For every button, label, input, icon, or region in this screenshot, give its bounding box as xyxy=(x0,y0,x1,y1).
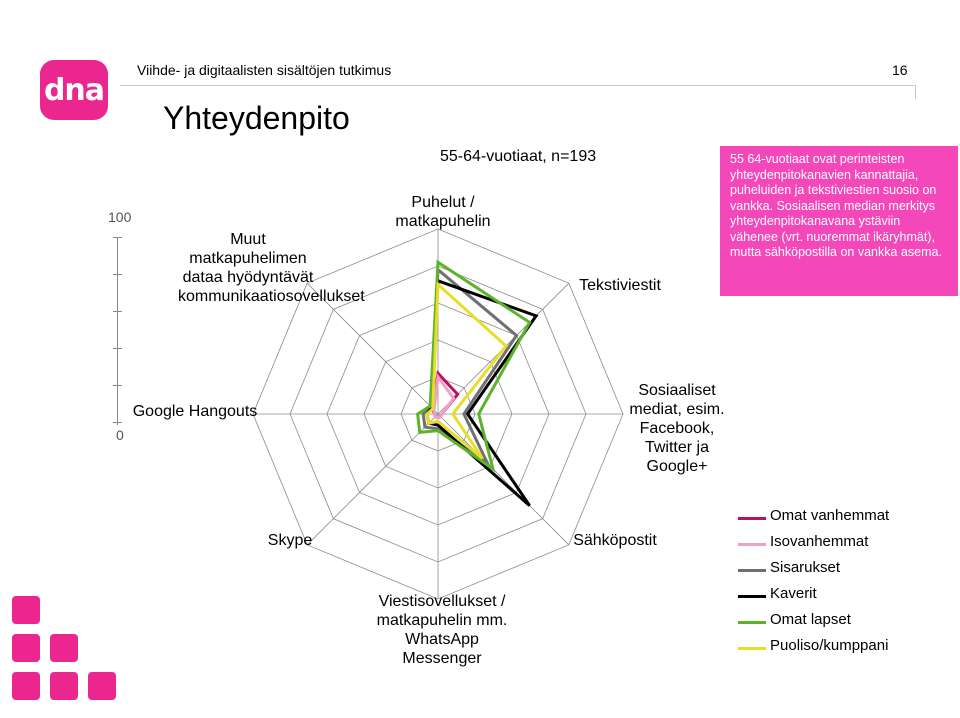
header-subtitle: Viihde- ja digitaalisten sisältöjen tutkimus xyxy=(137,62,392,78)
legend-swatch xyxy=(738,647,766,650)
legend-swatch xyxy=(738,517,766,520)
axis-label-muut-sovellukset: Muut matkapuhelimen dataa hyödyntävät kommunikaatiosovellukset xyxy=(178,231,365,305)
axis-label-sahkopostit: Sähköpostit xyxy=(573,532,657,549)
axis-label-google-hangouts: Google Hangouts xyxy=(132,403,258,420)
decorative-square xyxy=(12,634,40,662)
series-line-1 xyxy=(434,377,454,418)
legend-label: Omat lapset xyxy=(770,611,851,628)
legend-label: Sisarukset xyxy=(770,559,841,576)
axis-label-tekstiviestit: Tekstiviestit xyxy=(579,277,661,294)
decorative-square xyxy=(12,672,40,700)
legend-swatch xyxy=(738,621,766,624)
info-box: 55 64-vuotiaat ovat perinteisten yhteydenpitokanavien kannattajia, puheluiden ja tekstiviestien suosio on vankka. Sosiaalisen median merkitys yhteydenpitokanavana ystäviin vähenee (vrt. nuoremmat ikäryhmät), mutta sähköpostilla on vankka asema. xyxy=(720,146,958,296)
legend-swatch xyxy=(738,569,766,572)
page-title: Yhteydenpito xyxy=(163,100,350,136)
decorative-square xyxy=(12,596,40,624)
legend-label: Isovanhemmat xyxy=(770,533,869,550)
chart-title: 55-64-vuotiaat, n=193 xyxy=(440,148,597,165)
decorative-square xyxy=(50,672,78,700)
axis-label-skype: Skype xyxy=(267,532,313,549)
decorative-square xyxy=(50,634,78,662)
axis-label-viestisovellukset: Viestisovellukset / matkapuhelin mm. WhatsApp Messenger xyxy=(376,593,508,667)
axis-label-sosiaaliset-mediat: Sosiaaliset mediat, esim. Facebook, Twitter ja Google+ xyxy=(629,382,725,475)
legend-label: Puoliso/kumppani xyxy=(770,637,889,654)
axis-label-puhelut: Puhelut / matkapuhelin xyxy=(395,194,491,230)
page-number: 16 xyxy=(892,62,908,78)
legend-swatch xyxy=(738,595,766,598)
logo-text: dna xyxy=(43,72,105,108)
scale-max-label: 100 xyxy=(108,209,132,225)
legend-label: Kaverit xyxy=(770,585,817,602)
radar-spoke xyxy=(438,414,569,545)
legend-swatch xyxy=(738,543,766,546)
legend-label: Omat vanhemmat xyxy=(770,507,890,524)
scale-min-label: 0 xyxy=(116,427,124,443)
decorative-square xyxy=(88,672,116,700)
